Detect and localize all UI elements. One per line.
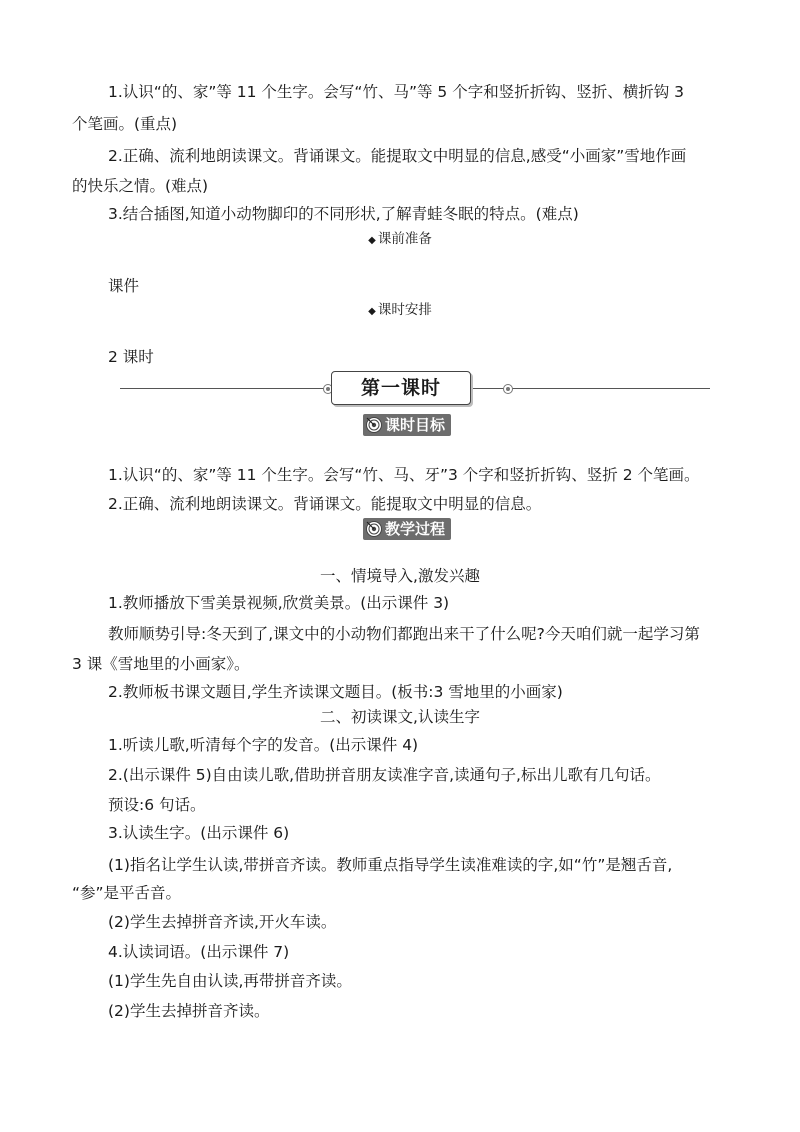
body-line: “参”是平舌音。 bbox=[72, 884, 182, 902]
body-line: 预设:6 句话。 bbox=[108, 796, 206, 814]
schedule-heading-label: 课时安排 bbox=[377, 302, 432, 318]
prep-heading bbox=[0, 229, 800, 251]
body-line: 1.教师播放下雪美景视频,欣赏美景。(出示课件 3) bbox=[108, 594, 450, 612]
lesson-goal-line: 2.正确、流利地朗读课文。背诵课文。能提取文中明显的信息。 bbox=[108, 495, 542, 513]
prep-heading-label: 课前准备 bbox=[377, 231, 432, 247]
body-line: 1.听读儿歌,听清每个字的发音。(出示课件 4) bbox=[108, 736, 419, 754]
body-line: (1)学生先自由认读,再带拼音齐读。 bbox=[108, 972, 352, 990]
schedule-content: 2 课时 bbox=[108, 348, 154, 366]
body-line: 2.教师板书课文题目,学生齐读课文题目。(板书:3 雪地里的小画家) bbox=[108, 683, 563, 701]
badge-label: 课时目标 bbox=[385, 416, 446, 434]
goal-line: 的快乐之情。(难点) bbox=[72, 177, 209, 195]
prep-content: 课件 bbox=[108, 277, 140, 295]
body-line: 4.认读词语。(出示课件 7) bbox=[108, 943, 290, 961]
goal-line: 1.认识“的、家”等 11 个生字。会写“竹、马”等 5 个字和竖折折钩、竖折、横折钩 3 bbox=[108, 83, 684, 101]
diamond-bullet-icon: ◆ bbox=[368, 235, 376, 246]
body-line: (2)学生去掉拼音齐读。 bbox=[108, 1002, 270, 1020]
badge-lesson-goals bbox=[363, 414, 451, 436]
body-line: 教师顺势引导:冬天到了,课文中的小动物们都跑出来干了什么呢?今天咱们就一起学习第 bbox=[108, 625, 700, 643]
target-icon bbox=[365, 520, 383, 538]
diamond-bullet-icon: ◆ bbox=[368, 306, 376, 317]
target-icon bbox=[365, 416, 383, 434]
body-line: (2)学生去掉拼音齐读,开火车读。 bbox=[108, 913, 337, 931]
section-heading: 二、初读课文,认读生字 bbox=[320, 708, 480, 726]
divider-dot-icon bbox=[503, 384, 513, 394]
body-line: 3.认读生字。(出示课件 6) bbox=[108, 824, 290, 842]
goal-line: 2.正确、流利地朗读课文。背诵课文。能提取文中明显的信息,感受“小画家”雪地作画 bbox=[108, 147, 687, 165]
badge-teaching-process bbox=[363, 518, 451, 540]
goal-line: 个笔画。(重点) bbox=[72, 115, 178, 133]
divider-line bbox=[120, 388, 330, 389]
body-line: 2.(出示课件 5)自由读儿歌,借助拼音朋友读准字音,读通句子,标出儿歌有几句话。 bbox=[108, 766, 661, 784]
body-line: 3 课《雪地里的小画家》。 bbox=[72, 655, 250, 673]
section-heading: 一、情境导入,激发兴趣 bbox=[320, 567, 480, 585]
lesson-goal-line: 1.认识“的、家”等 11 个生字。会写“竹、马、牙”3 个字和竖折折钩、竖折 2 个笔画。 bbox=[108, 466, 700, 484]
lesson-title: 第一课时 bbox=[331, 371, 471, 405]
goal-line: 3.结合插图,知道小动物脚印的不同形状,了解青蛙冬眠的特点。(难点) bbox=[108, 205, 579, 223]
body-line: (1)指名让学生认读,带拼音齐读。教师重点指导学生读准难读的字,如“竹”是翘舌音, bbox=[108, 856, 673, 874]
badge-label: 教学过程 bbox=[385, 520, 446, 538]
schedule-heading bbox=[0, 300, 800, 322]
